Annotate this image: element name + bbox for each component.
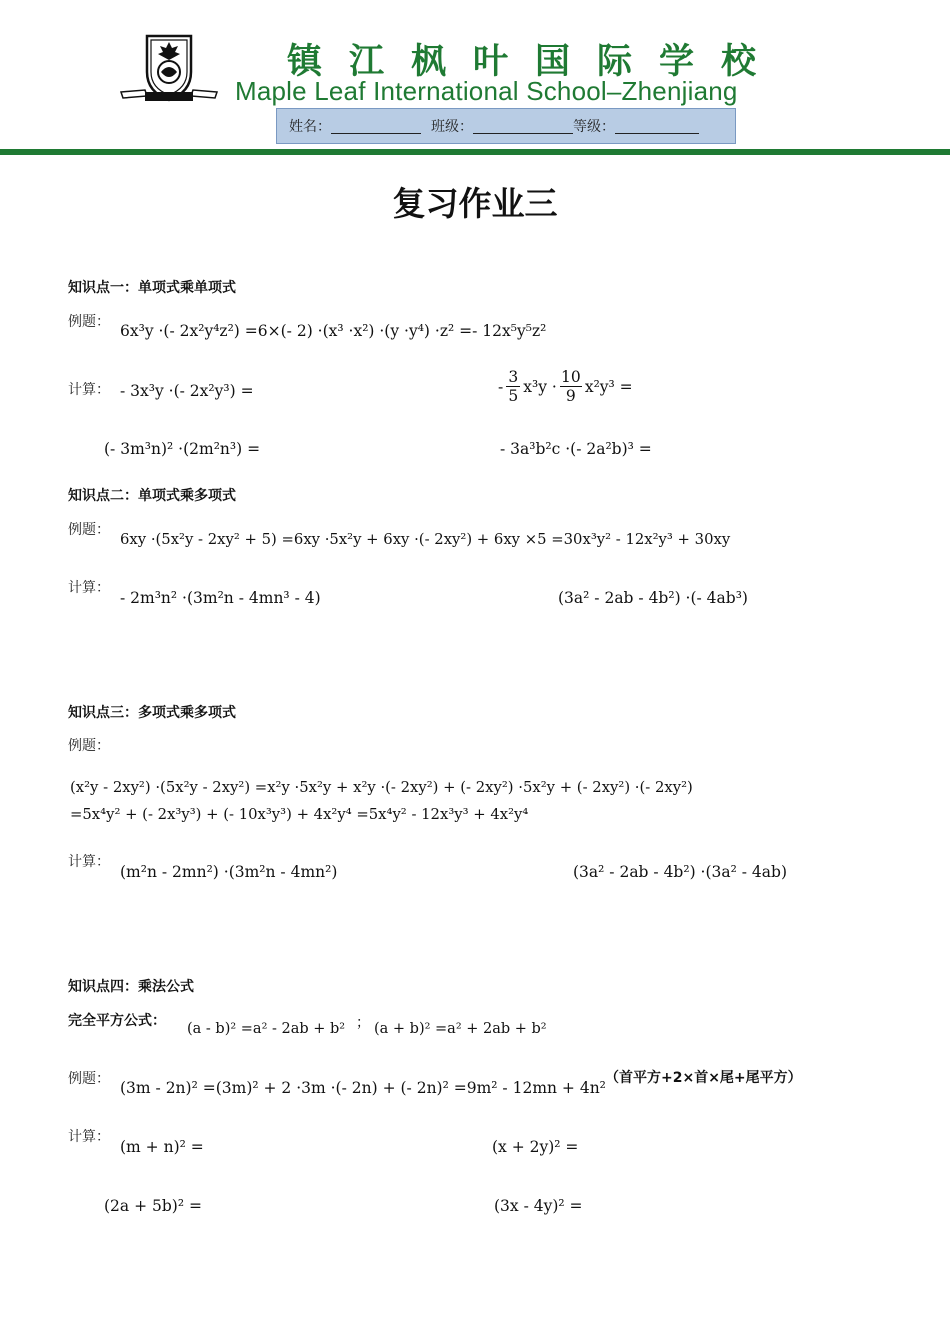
name-blank[interactable]: [331, 119, 421, 134]
page-title: 复习作业三: [392, 184, 558, 223]
school-name-english: Maple Leaf International School–Zhenjiang: [235, 76, 738, 106]
formula-difference-square: (a - b)² =a² - 2ab + b²: [187, 1021, 346, 1037]
section-1-heading: 知识点一：单项式乘单项式: [68, 280, 236, 296]
fraction-10-9: [560, 368, 582, 405]
section-2-example: 6xy ·(5x²y - 2xy² + 5) =6xy ·5x²y + 6xy ·(- 2xy²) + 6xy ×5 =30x³y² - 12x²y³ + 30xy: [120, 531, 731, 548]
header-divider: [0, 149, 950, 155]
problem-2-1: - 2m³n² ·(3m²n - 4mn³ - 4): [120, 589, 321, 607]
fraction-sign: -: [498, 377, 504, 396]
problem-1-2-term-1: x³y ·: [523, 377, 557, 396]
section-2-calc-label: 计算：: [68, 580, 110, 596]
section-2-example-label: 例题：: [68, 522, 110, 538]
student-info-box: [276, 108, 736, 144]
fraction-numerator: 3: [508, 368, 519, 386]
section-3-calc-label: 计算：: [68, 854, 110, 870]
section-4-heading: 知识点四：乘法公式: [68, 979, 194, 995]
section-2-heading: 知识点二：单项式乘多项式: [68, 488, 236, 504]
section-3-example-label: 例题：: [68, 738, 110, 754]
problem-3-1: (m²n - 2mn²) ·(3m²n - 4mn²): [120, 863, 338, 881]
problem-1-4: - 3a³b²c ·(- 2a²b)³ =: [500, 440, 652, 458]
name-label: 姓名：: [289, 119, 331, 135]
problem-1-1: - 3x³y ·(- 2x²y³) =: [120, 382, 254, 400]
problem-3-2: (3a² - 2ab - 4b²) ·(3a² - 4ab): [573, 863, 787, 881]
grade-blank[interactable]: [615, 119, 699, 134]
problem-4-2: (x + 2y)² =: [492, 1138, 579, 1156]
problem-1-2-term-2: x²y³ =: [584, 377, 633, 396]
fraction-denominator: 9: [565, 387, 576, 405]
fraction-denominator: 5: [508, 387, 519, 405]
problem-4-4: (3x - 4y)² =: [494, 1197, 583, 1215]
formula-sum-square: (a + b)² =a² + 2ab + b²: [374, 1021, 547, 1037]
section-1-calc-label: 计算：: [68, 382, 110, 398]
mnemonic-note: （首平方+2×首×尾+尾平方）: [605, 1070, 802, 1086]
section-1-example: 6x³y ·(- 2x²y⁴z²) =6×(- 2) ·(x³ ·x²) ·(y ·y⁴) ·z² =- 12x⁵y⁵z²: [120, 322, 547, 340]
fraction-3-5: [506, 368, 520, 405]
section-3-example-line-2: =5x⁴y² + (- 2x³y³) + (- 10x³y³) + 4x²y⁴ =5x⁴y² - 12x³y³ + 4x²y⁴: [70, 806, 529, 823]
grade-label: 等级：: [573, 119, 615, 135]
problem-2-2: (3a² - 2ab - 4b²) ·(- 4ab³): [558, 589, 748, 607]
problem-4-3: (2a + 5b)² =: [104, 1197, 202, 1215]
formula-separator: ；: [356, 1015, 370, 1031]
fraction-numerator: 10: [560, 368, 581, 386]
section-3-example-line-1: (x²y - 2xy²) ·(5x²y - 2xy²) =x²y ·5x²y + x²y ·(- 2xy²) + (- 2xy²) ·5x²y + (- 2xy²) ·(- 2xy²): [70, 779, 693, 796]
section-1-example-label: 例题：: [68, 314, 110, 330]
section-3-heading: 知识点三：多项式乘多项式: [68, 705, 236, 721]
school-crest-logo: [117, 32, 221, 104]
class-label: 班级：: [431, 119, 473, 135]
problem-1-3: (- 3m³n)² ·(2m²n³) =: [104, 440, 261, 458]
problem-4-1: (m + n)² =: [120, 1138, 204, 1156]
problem-1-2: [498, 368, 633, 405]
section-4-calc-label: 计算：: [68, 1129, 110, 1145]
formula-label: 完全平方公式：: [68, 1013, 166, 1029]
school-name-chinese: 镇江枫叶国际学校: [287, 42, 784, 82]
section-4-example-label: 例题：: [68, 1071, 110, 1087]
section-4-example: (3m - 2n)² =(3m)² + 2 ·3m ·(- 2n) + (- 2n)² =9m² - 12mn + 4n²: [120, 1079, 606, 1097]
class-blank[interactable]: [473, 119, 573, 134]
